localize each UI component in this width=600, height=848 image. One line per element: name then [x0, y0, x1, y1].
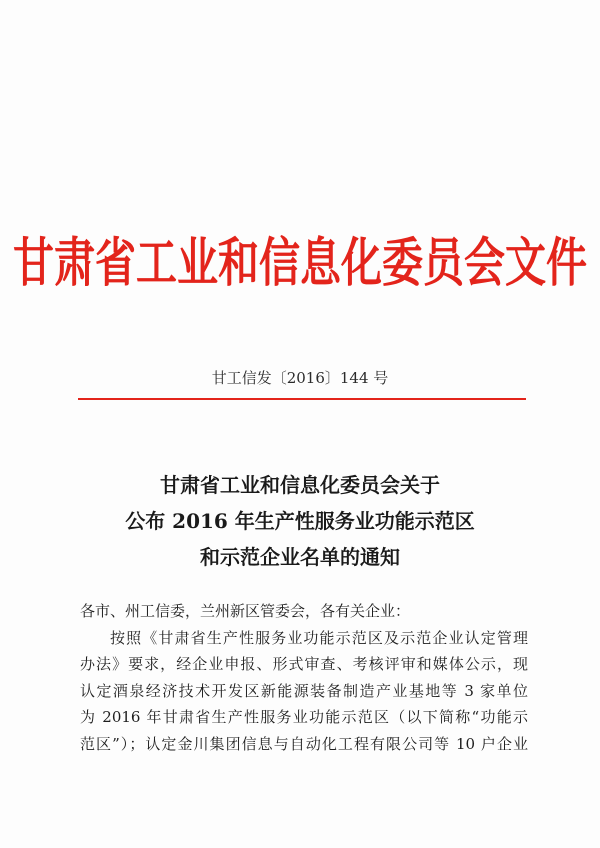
body-line-5: 范区”）；认定金川集团信息与自动化工程有限公司等 10 户企业: [80, 734, 528, 753]
document-masthead: 甘肃省工业和信息化委员会文件: [13, 232, 587, 294]
red-divider-line: [78, 398, 526, 400]
body-line-4: 为 2016 年甘肃省生产性服务业功能示范区（以下简称“功能示: [80, 708, 528, 726]
notice-title-line-2: 公布 2016 年生产性服务业功能示范区: [125, 509, 475, 533]
body-line-2: 办法》要求，经企业申报、形式审查、考核评审和媒体公示，现: [80, 655, 528, 673]
notice-title-line-3: 和示范企业名单的通知: [200, 545, 400, 569]
document-number: 甘工信发〔2016〕144 号: [211, 369, 389, 387]
notice-title: [0, 467, 600, 575]
body-line-1: 按照《甘肃省生产性服务业功能示范区及示范企业认定管理: [110, 628, 528, 647]
notice-title-line-1: 甘肃省工业和信息化委员会关于: [160, 473, 440, 497]
salutation: 各市、州工信委，兰州新区管委会，各有关企业：: [80, 602, 411, 620]
body-line-3: 认定酒泉经济技术开发区新能源装备制造产业基地等 3 家单位: [80, 681, 528, 700]
notice-body: [80, 598, 528, 757]
